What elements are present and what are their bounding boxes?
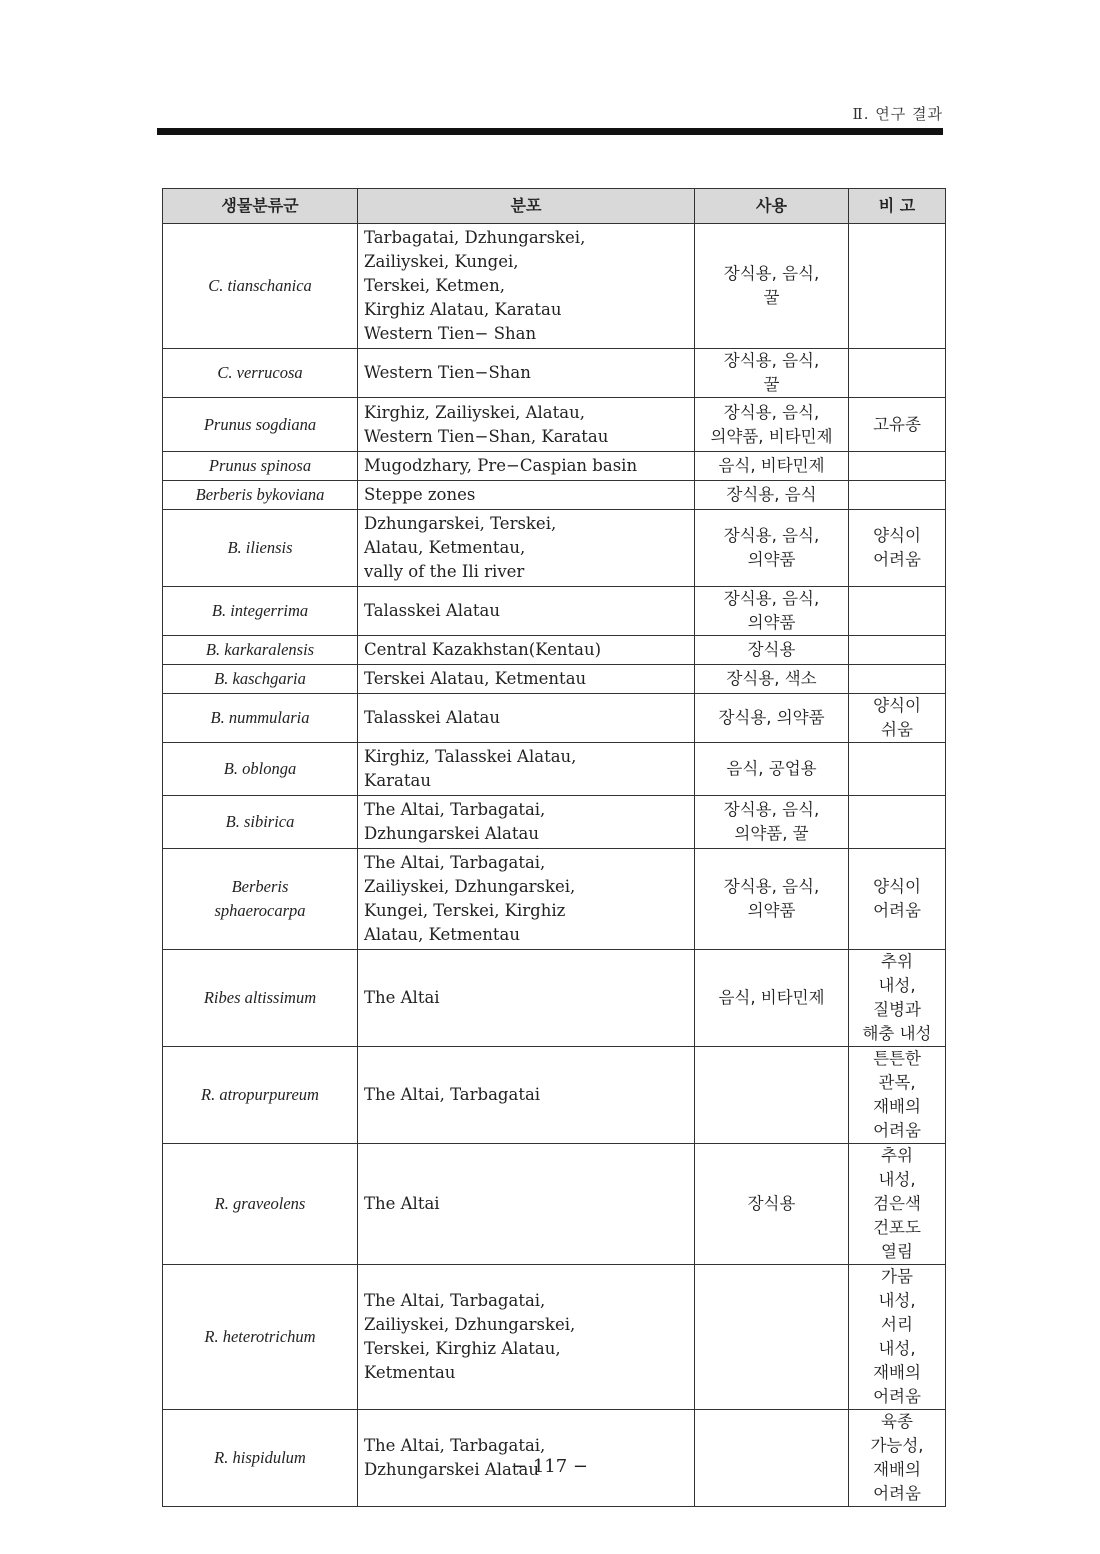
cell-note: 가뭄 내성, 서리 내성, 재배의 어려움 [849, 1265, 946, 1410]
cell-distribution: Terskei Alatau, Ketmentau [358, 665, 695, 694]
cell-taxon: B. nummularia [163, 694, 358, 743]
cell-note: 양식이 어려움 [849, 849, 946, 950]
cell-note [849, 224, 946, 349]
cell-use [695, 1047, 849, 1144]
page-number: − 117 − [512, 1456, 588, 1477]
header-note: 비 고 [849, 189, 946, 224]
cell-distribution: Tarbagatai, Dzhungarskei, Zailiyskei, Kungei, Terskei, Ketmen, Kirghiz Alatau, Karatau Western Tien− Shan [358, 224, 695, 349]
cell-taxon: B. sibirica [163, 796, 358, 849]
cell-distribution: Steppe zones [358, 481, 695, 510]
table-row [163, 452, 946, 481]
cell-use: 장식용, 의약품 [695, 694, 849, 743]
cell-use: 장식용 [695, 1144, 849, 1265]
cell-note [849, 665, 946, 694]
cell-taxon: Prunus spinosa [163, 452, 358, 481]
cell-use: 음식, 비타민제 [695, 452, 849, 481]
cell-use: 장식용, 색소 [695, 665, 849, 694]
table-row [163, 796, 946, 849]
species-table [162, 188, 946, 1507]
cell-distribution: The Altai [358, 1144, 695, 1265]
cell-use: 장식용, 음식, 의약품 [695, 510, 849, 587]
table-body [163, 224, 946, 1507]
cell-taxon: R. graveolens [163, 1144, 358, 1265]
cell-use: 장식용, 음식, 의약품 [695, 849, 849, 950]
cell-taxon: B. kaschgaria [163, 665, 358, 694]
table-header-row [163, 189, 946, 224]
cell-taxon: Berberis sphaerocarpa [163, 849, 358, 950]
cell-note [849, 481, 946, 510]
cell-distribution: Kirghiz, Talasskei Alatau, Karatau [358, 743, 695, 796]
table-row [163, 694, 946, 743]
cell-taxon: Berberis bykoviana [163, 481, 358, 510]
cell-use: 장식용, 음식, 의약품 [695, 587, 849, 636]
cell-use: 음식, 비타민제 [695, 950, 849, 1047]
cell-distribution: The Altai, Tarbagatai, Dzhungarskei Alatau [358, 796, 695, 849]
cell-taxon: C. verrucosa [163, 349, 358, 398]
cell-taxon: Ribes altissimum [163, 950, 358, 1047]
cell-taxon: C. tianschanica [163, 224, 358, 349]
cell-note: 튼튼한 관목, 재배의 어려움 [849, 1047, 946, 1144]
table-row [163, 1265, 946, 1410]
cell-distribution: Kirghiz, Zailiyskei, Alatau, Western Tien−Shan, Karatau [358, 398, 695, 452]
cell-note: 육종 가능성, 재배의 어려움 [849, 1410, 946, 1507]
header-taxon: 생물분류군 [163, 189, 358, 224]
table-row [163, 665, 946, 694]
table-row [163, 849, 946, 950]
cell-note: 추위 내성, 질병과 해충 내성 [849, 950, 946, 1047]
cell-taxon: B. iliensis [163, 510, 358, 587]
header-distribution: 분포 [358, 189, 695, 224]
cell-use: 장식용, 음식 [695, 481, 849, 510]
cell-use: 장식용, 음식, 꿀 [695, 349, 849, 398]
cell-distribution: The Altai, Tarbagatai, Zailiyskei, Dzhungarskei, Kungei, Terskei, Kirghiz Alatau, Ketmentau [358, 849, 695, 950]
table-row [163, 636, 946, 665]
cell-taxon: B. oblonga [163, 743, 358, 796]
cell-note [849, 796, 946, 849]
cell-note: 추위 내성, 검은색 건포도 열림 [849, 1144, 946, 1265]
cell-taxon: Prunus sogdiana [163, 398, 358, 452]
table-row [163, 950, 946, 1047]
cell-taxon: R. heterotrichum [163, 1265, 358, 1410]
table-row [163, 1047, 946, 1144]
cell-use: 장식용, 음식, 의약품, 비타민제 [695, 398, 849, 452]
cell-use: 장식용 [695, 636, 849, 665]
table-row [163, 587, 946, 636]
table-row [163, 398, 946, 452]
cell-distribution: Talasskei Alatau [358, 694, 695, 743]
cell-note [849, 349, 946, 398]
cell-use: 장식용, 음식, 꿀 [695, 224, 849, 349]
cell-taxon: B. karkaralensis [163, 636, 358, 665]
table-row [163, 743, 946, 796]
header-rule [157, 128, 943, 135]
cell-note [849, 636, 946, 665]
cell-note: 양식이 쉬움 [849, 694, 946, 743]
cell-note [849, 452, 946, 481]
header-use: 사용 [695, 189, 849, 224]
cell-taxon: R. atropurpureum [163, 1047, 358, 1144]
cell-distribution: Dzhungarskei, Terskei, Alatau, Ketmentau, vally of the Ili river [358, 510, 695, 587]
cell-use [695, 1265, 849, 1410]
table-row [163, 1144, 946, 1265]
cell-distribution: The Altai [358, 950, 695, 1047]
cell-note: 양식이 어려움 [849, 510, 946, 587]
cell-distribution: Central Kazakhstan(Kentau) [358, 636, 695, 665]
cell-use: 장식용, 음식, 의약품, 꿀 [695, 796, 849, 849]
cell-distribution: Talasskei Alatau [358, 587, 695, 636]
cell-distribution: Mugodzhary, Pre−Caspian basin [358, 452, 695, 481]
table-row [163, 510, 946, 587]
cell-taxon: R. hispidulum [163, 1410, 358, 1507]
cell-distribution: The Altai, Tarbagatai, Dzhungarskei Alatau [358, 1410, 695, 1507]
cell-use: 음식, 공업용 [695, 743, 849, 796]
cell-distribution: Western Tien−Shan [358, 349, 695, 398]
cell-taxon: B. integerrima [163, 587, 358, 636]
running-head: Ⅱ. 연구 결과 [852, 105, 943, 123]
cell-note [849, 743, 946, 796]
cell-note: 고유종 [849, 398, 946, 452]
cell-distribution: The Altai, Tarbagatai [358, 1047, 695, 1144]
cell-distribution: The Altai, Tarbagatai, Zailiyskei, Dzhungarskei, Terskei, Kirghiz Alatau, Ketmentau [358, 1265, 695, 1410]
table-row [163, 481, 946, 510]
cell-note [849, 587, 946, 636]
table-row [163, 349, 946, 398]
table-row [163, 224, 946, 349]
